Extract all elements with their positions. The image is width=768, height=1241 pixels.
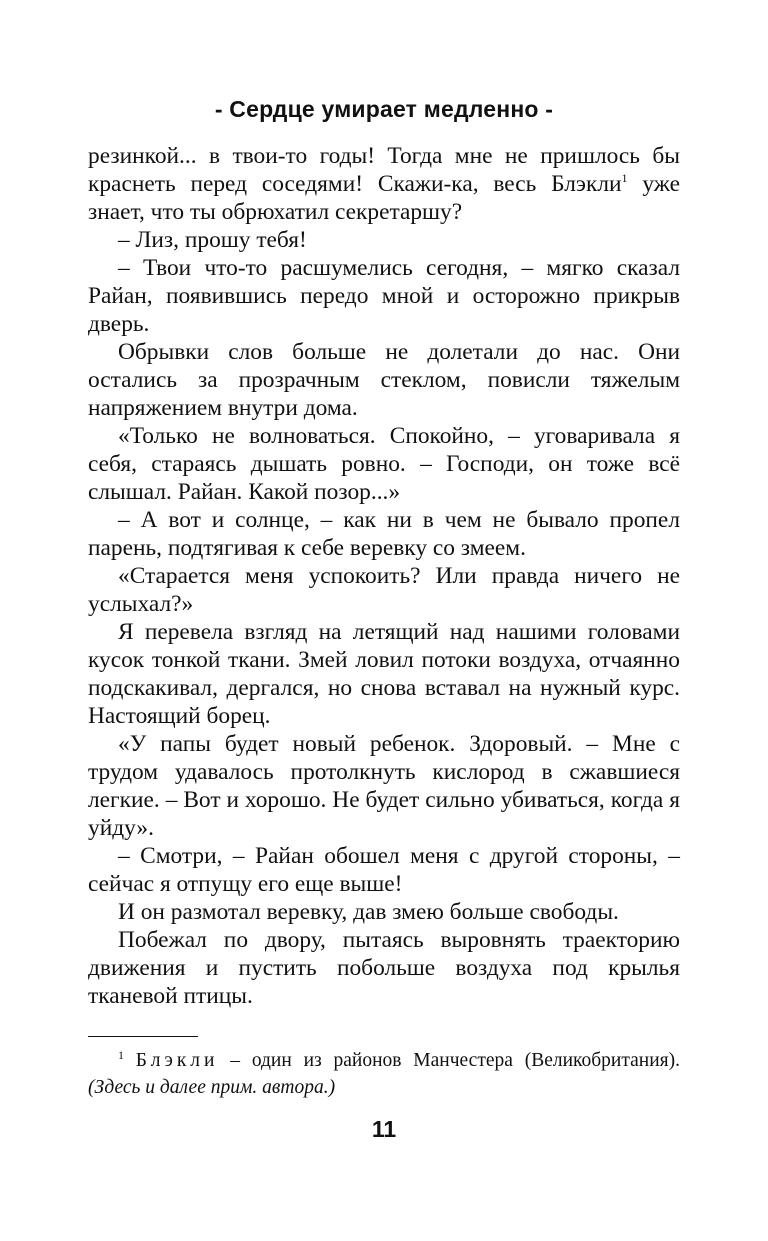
paragraph [88,142,680,226]
paragraph: Я перевела взгляд на летящий над нашими головами кусок тонкой ткани. Змей ловил потоки воздуха, отчаянно подскакивал, дергался, но снова вставал на нужный курс. Настоящий борец. [88,619,680,729]
paragraph: Обрывки слов больше не долетали до нас. Они остались за прозрачным стеклом, повисли тяжелым напряжением внутри дома. [88,339,680,421]
paragraph: «У папы будет новый ребенок. Здоровый. – Мне с трудом удавалось протолкнуть кислород в сжавшиеся легкие. – Вот и хорошо. Не будет сильно убиваться, когда я уйду». [88,731,680,841]
footnote-divider [88,1036,198,1037]
paragraph: И он размотал веревку, дав змею больше свободы. [118,899,619,925]
body-text [88,142,680,1010]
footnote-definition: – один из районов Манчестера (Великобритания). [218,1050,680,1071]
paragraph: – А вот и солнце, – как ни в чем не бывало пропел парень, подтягивая к себе веревку со змеем. [88,507,680,561]
footnote-reference[interactable]: 1 [621,171,628,185]
paragraph: – Твои что-то расшумелись сегодня, – мягко сказал Райан, появившись передо мной и осторожно прикрыв дверь. [88,255,680,337]
paragraph: – Смотри, – Райан обошел меня с другой стороны, – сейчас я отпущу его еще выше! [88,843,680,897]
footnote-note: (Здесь и далее прим. автора.) [88,1077,336,1098]
footnote-number: 1 [118,1048,124,1062]
paragraph-text: уже знает, что ты обрюхатил секретаршу? [88,171,680,225]
footnote-term: Блэкли [135,1050,219,1071]
page-number: 11 [371,1116,397,1142]
paragraph: – Лиз, прошу тебя! [118,227,307,253]
paragraph: «Старается меня успокоить? Или правда ничего не услыхал?» [88,563,680,617]
paragraph: Побежал по двору, пытаясь выровнять траекторию движения и пустить побольше воздуха под крылья тканевой птицы. [88,927,680,1009]
paragraph-text: резинкой... в твои-то годы! Тогда мне не пришлось бы краснеть перед соседями! Скажи-ка, весь Блэкли [88,143,680,197]
paragraph: «Только не волноваться. Спокойно, – уговаривала я себя, стараясь дышать ровно. – Господи, он тоже всё слышал. Райан. Какой позор...» [88,423,680,505]
running-title: - Сердце умирает медленно - [214,96,554,122]
footnote [88,1047,680,1101]
